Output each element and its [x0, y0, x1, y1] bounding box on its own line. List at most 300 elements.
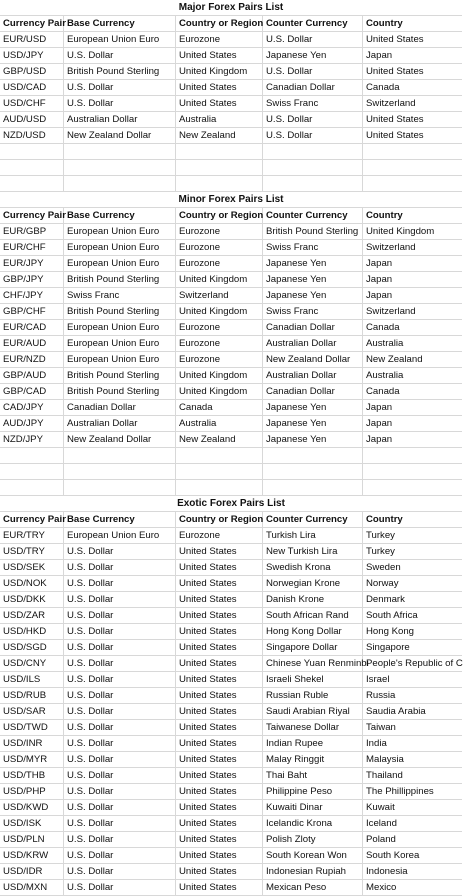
- header-base-currency[interactable]: Base Currency: [64, 512, 176, 527]
- cell-currency-pair[interactable]: USD/HKD: [0, 624, 64, 639]
- cell-country-or-region[interactable]: Eurozone: [176, 224, 263, 239]
- cell-currency-pair[interactable]: AUD/USD: [0, 112, 64, 127]
- cell-currency-pair[interactable]: GBP/CHF: [0, 304, 64, 319]
- cell-base-currency[interactable]: British Pound Sterling: [64, 384, 176, 399]
- cell-country-or-region[interactable]: United States: [176, 96, 263, 111]
- table-row: [0, 544, 462, 560]
- cell-country[interactable]: Canada: [366, 82, 400, 93]
- cell-country[interactable]: Japan: [366, 290, 393, 301]
- section-title: Exotic Forex Pairs List: [0, 496, 462, 512]
- header-currency-pair[interactable]: Currency Pair: [0, 208, 64, 223]
- empty-cell[interactable]: [263, 448, 363, 463]
- table-row: [0, 672, 462, 688]
- cell-country[interactable]: Japan: [366, 418, 393, 429]
- cell-counter-currency[interactable]: Kuwaiti Dinar: [263, 800, 363, 815]
- cell-currency-pair[interactable]: EUR/AUD: [0, 336, 64, 351]
- header-base-currency[interactable]: Base Currency: [64, 208, 176, 223]
- header-country[interactable]: Country: [366, 514, 403, 525]
- header-country-or-region[interactable]: Country or Region: [176, 512, 263, 527]
- cell-counter-currency[interactable]: Japanese Yen: [263, 288, 363, 303]
- cell-counter-currency[interactable]: Chinese Yuan Renminbi: [263, 656, 363, 671]
- table-row: [0, 752, 462, 768]
- cell-base-currency[interactable]: European Union Euro: [64, 240, 176, 255]
- cell-base-currency[interactable]: British Pound Sterling: [64, 368, 176, 383]
- cell-country-or-region[interactable]: United States: [176, 832, 263, 847]
- header-base-currency[interactable]: Base Currency: [64, 16, 176, 31]
- cell-counter-currency[interactable]: U.S. Dollar: [263, 128, 363, 143]
- cell-country-or-region[interactable]: Australia: [176, 112, 263, 127]
- cell-currency-pair[interactable]: EUR/GBP: [0, 224, 64, 239]
- table-row: [0, 32, 462, 48]
- cell-country-or-region[interactable]: Australia: [176, 416, 263, 431]
- table-row: [0, 368, 462, 384]
- cell-currency-pair[interactable]: EUR/TRY: [0, 528, 64, 543]
- cell-currency-pair[interactable]: USD/TRY: [0, 544, 64, 559]
- cell-country[interactable]: United Kingdom: [366, 226, 435, 237]
- cell-currency-pair[interactable]: USD/CAD: [0, 80, 64, 95]
- cell-base-currency[interactable]: U.S. Dollar: [64, 848, 176, 863]
- cell-currency-pair[interactable]: USD/SAR: [0, 704, 64, 719]
- cell-base-currency[interactable]: U.S. Dollar: [64, 720, 176, 735]
- empty-cell[interactable]: [0, 464, 64, 479]
- cell-counter-currency[interactable]: Australian Dollar: [263, 336, 363, 351]
- cell-counter-currency[interactable]: Japanese Yen: [263, 416, 363, 431]
- cell-counter-currency[interactable]: South Korean Won: [263, 848, 363, 863]
- cell-country-or-region[interactable]: United States: [176, 736, 263, 751]
- cell-country[interactable]: United States: [366, 34, 424, 45]
- cell-country[interactable]: Russia: [366, 690, 396, 701]
- cell-currency-pair[interactable]: GBP/USD: [0, 64, 64, 79]
- cell-base-currency[interactable]: U.S. Dollar: [64, 544, 176, 559]
- cell-currency-pair[interactable]: EUR/USD: [0, 32, 64, 47]
- empty-cell[interactable]: [0, 176, 64, 191]
- cell-country[interactable]: Thailand: [366, 770, 403, 781]
- cell-country[interactable]: Switzerland: [366, 98, 416, 109]
- cell-country-or-region[interactable]: Eurozone: [176, 320, 263, 335]
- empty-cell[interactable]: [363, 160, 462, 175]
- table-row: [0, 96, 462, 112]
- cell-counter-currency[interactable]: Swiss Franc: [263, 96, 363, 111]
- cell-country[interactable]: Norway: [366, 578, 399, 589]
- cell-country-or-region[interactable]: United States: [176, 592, 263, 607]
- cell-base-currency[interactable]: Canadian Dollar: [64, 400, 176, 415]
- cell-currency-pair[interactable]: GBP/AUD: [0, 368, 64, 383]
- cell-base-currency[interactable]: Australian Dollar: [64, 112, 176, 127]
- cell-currency-pair[interactable]: USD/ILS: [0, 672, 64, 687]
- cell-counter-currency[interactable]: Danish Krone: [263, 592, 363, 607]
- cell-country[interactable]: Canada: [366, 386, 400, 397]
- cell-counter-currency[interactable]: Japanese Yen: [263, 272, 363, 287]
- cell-country[interactable]: Iceland: [366, 818, 397, 829]
- cell-counter-currency[interactable]: Swiss Franc: [263, 304, 363, 319]
- table-row: [0, 304, 462, 320]
- cell-country-or-region[interactable]: United States: [176, 768, 263, 783]
- cell-country[interactable]: Mexico: [366, 882, 397, 893]
- cell-country-or-region[interactable]: Eurozone: [176, 256, 263, 271]
- cell-base-currency[interactable]: U.S. Dollar: [64, 864, 176, 879]
- section-title: Minor Forex Pairs List: [0, 192, 462, 208]
- table-row: [0, 800, 462, 816]
- cell-counter-currency[interactable]: Japanese Yen: [263, 256, 363, 271]
- cell-country-or-region[interactable]: United States: [176, 672, 263, 687]
- cell-counter-currency[interactable]: Hong Kong Dollar: [263, 624, 363, 639]
- empty-cell[interactable]: [263, 160, 363, 175]
- empty-cell[interactable]: [363, 448, 462, 463]
- cell-country[interactable]: South Africa: [366, 610, 418, 621]
- cell-country[interactable]: Japan: [366, 274, 393, 285]
- cell-counter-currency[interactable]: British Pound Sterling: [263, 224, 363, 239]
- table-header-row: [0, 512, 462, 528]
- cell-country-or-region[interactable]: United States: [176, 816, 263, 831]
- cell-country[interactable]: United States: [366, 130, 424, 141]
- table-row: [0, 256, 462, 272]
- cell-counter-currency[interactable]: U.S. Dollar: [263, 112, 363, 127]
- empty-cell[interactable]: [263, 144, 363, 159]
- cell-counter-currency[interactable]: Canadian Dollar: [263, 320, 363, 335]
- cell-currency-pair[interactable]: USD/INR: [0, 736, 64, 751]
- table-row: [0, 736, 462, 752]
- empty-cell[interactable]: [64, 448, 176, 463]
- empty-cell[interactable]: [64, 176, 176, 191]
- cell-country-or-region[interactable]: United States: [176, 704, 263, 719]
- blank-row: [0, 448, 462, 464]
- cell-country[interactable]: Denmark: [366, 594, 405, 605]
- cell-country-or-region[interactable]: United States: [176, 640, 263, 655]
- cell-counter-currency[interactable]: Australian Dollar: [263, 368, 363, 383]
- table-row: [0, 288, 462, 304]
- cell-country-or-region[interactable]: New Zealand: [176, 128, 263, 143]
- cell-country-or-region[interactable]: United Kingdom: [176, 64, 263, 79]
- cell-base-currency[interactable]: British Pound Sterling: [64, 272, 176, 287]
- cell-country-or-region[interactable]: Eurozone: [176, 336, 263, 351]
- cell-base-currency[interactable]: U.S. Dollar: [64, 704, 176, 719]
- cell-counter-currency[interactable]: Philippine Peso: [263, 784, 363, 799]
- cell-counter-currency[interactable]: Taiwanese Dollar: [263, 720, 363, 735]
- cell-country[interactable]: Saudia Arabia: [366, 706, 426, 717]
- cell-base-currency[interactable]: U.S. Dollar: [64, 816, 176, 831]
- empty-cell[interactable]: [176, 144, 263, 159]
- cell-base-currency[interactable]: British Pound Sterling: [64, 304, 176, 319]
- cell-counter-currency[interactable]: Japanese Yen: [263, 432, 363, 447]
- cell-currency-pair[interactable]: USD/MXN: [0, 880, 64, 895]
- table-row: [0, 768, 462, 784]
- cell-country-or-region[interactable]: United States: [176, 752, 263, 767]
- cell-country-or-region[interactable]: United States: [176, 784, 263, 799]
- cell-currency-pair[interactable]: CAD/JPY: [0, 400, 64, 415]
- cell-base-currency[interactable]: European Union Euro: [64, 336, 176, 351]
- header-counter-currency[interactable]: Counter Currency: [263, 208, 363, 223]
- cell-country-or-region[interactable]: Canada: [176, 400, 263, 415]
- table-row: [0, 704, 462, 720]
- cell-base-currency[interactable]: New Zealand Dollar: [64, 128, 176, 143]
- blank-row: [0, 176, 462, 192]
- cell-country[interactable]: Malaysia: [366, 754, 404, 765]
- cell-country-or-region[interactable]: United States: [176, 688, 263, 703]
- table-header-row: [0, 16, 462, 32]
- cell-currency-pair[interactable]: NZD/JPY: [0, 432, 64, 447]
- cell-country[interactable]: Australia: [366, 370, 404, 381]
- cell-country-or-region[interactable]: United States: [176, 848, 263, 863]
- cell-base-currency[interactable]: U.S. Dollar: [64, 768, 176, 783]
- table-row: [0, 848, 462, 864]
- cell-country-or-region[interactable]: United States: [176, 48, 263, 63]
- cell-country[interactable]: Australia: [366, 338, 404, 349]
- cell-base-currency[interactable]: U.S. Dollar: [64, 576, 176, 591]
- cell-currency-pair[interactable]: EUR/CAD: [0, 320, 64, 335]
- cell-country[interactable]: The Phillippines: [366, 786, 434, 797]
- cell-currency-pair[interactable]: GBP/CAD: [0, 384, 64, 399]
- cell-base-currency[interactable]: U.S. Dollar: [64, 624, 176, 639]
- table-row: [0, 240, 462, 256]
- cell-base-currency[interactable]: U.S. Dollar: [64, 752, 176, 767]
- empty-cell[interactable]: [0, 448, 64, 463]
- cell-counter-currency[interactable]: Norwegian Krone: [263, 576, 363, 591]
- cell-currency-pair[interactable]: USD/JPY: [0, 48, 64, 63]
- cell-country-or-region[interactable]: Eurozone: [176, 240, 263, 255]
- cell-base-currency[interactable]: U.S. Dollar: [64, 96, 176, 111]
- table-row: [0, 128, 462, 144]
- cell-counter-currency[interactable]: Polish Zloty: [263, 832, 363, 847]
- cell-counter-currency[interactable]: Israeli Shekel: [263, 672, 363, 687]
- table-row: [0, 592, 462, 608]
- header-currency-pair[interactable]: Currency Pair: [0, 16, 64, 31]
- cell-counter-currency[interactable]: Thai Baht: [263, 768, 363, 783]
- cell-country[interactable]: Switzerland: [366, 306, 416, 317]
- cell-country[interactable]: Japan: [366, 402, 393, 413]
- cell-country-or-region[interactable]: United Kingdom: [176, 384, 263, 399]
- cell-country[interactable]: Poland: [366, 834, 396, 845]
- cell-counter-currency[interactable]: Malay Ringgit: [263, 752, 363, 767]
- cell-base-currency[interactable]: U.S. Dollar: [64, 592, 176, 607]
- empty-cell[interactable]: [176, 464, 263, 479]
- cell-currency-pair[interactable]: GBP/JPY: [0, 272, 64, 287]
- cell-currency-pair[interactable]: USD/SGD: [0, 640, 64, 655]
- blank-row: [0, 464, 462, 480]
- cell-country-or-region[interactable]: New Zealand: [176, 432, 263, 447]
- cell-country-or-region[interactable]: United States: [176, 800, 263, 815]
- cell-currency-pair[interactable]: USD/DKK: [0, 592, 64, 607]
- cell-counter-currency[interactable]: New Turkish Lira: [263, 544, 363, 559]
- table-row: [0, 336, 462, 352]
- cell-currency-pair[interactable]: USD/PLN: [0, 832, 64, 847]
- table-row: [0, 816, 462, 832]
- cell-base-currency[interactable]: U.S. Dollar: [64, 80, 176, 95]
- cell-base-currency[interactable]: European Union Euro: [64, 320, 176, 335]
- cell-country[interactable]: South Korea: [366, 850, 420, 861]
- empty-cell[interactable]: [0, 480, 64, 495]
- cell-country[interactable]: New Zealand: [366, 354, 423, 365]
- cell-counter-currency[interactable]: U.S. Dollar: [263, 32, 363, 47]
- cell-country[interactable]: Switzerland: [366, 242, 416, 253]
- cell-currency-pair[interactable]: USD/TWD: [0, 720, 64, 735]
- cell-country-or-region[interactable]: United States: [176, 624, 263, 639]
- cell-country[interactable]: Indonesia: [366, 866, 408, 877]
- cell-base-currency[interactable]: U.S. Dollar: [64, 688, 176, 703]
- header-country-or-region[interactable]: Country or Region: [176, 208, 263, 223]
- cell-currency-pair[interactable]: USD/CHF: [0, 96, 64, 111]
- empty-cell[interactable]: [363, 144, 462, 159]
- cell-country[interactable]: Turkey: [366, 530, 395, 541]
- cell-country-or-region[interactable]: United States: [176, 880, 263, 895]
- cell-country-or-region[interactable]: United States: [176, 560, 263, 575]
- cell-counter-currency[interactable]: Swedish Krona: [263, 560, 363, 575]
- header-country[interactable]: Country: [366, 210, 403, 221]
- cell-base-currency[interactable]: European Union Euro: [64, 528, 176, 543]
- cell-country-or-region[interactable]: Eurozone: [176, 32, 263, 47]
- cell-base-currency[interactable]: European Union Euro: [64, 32, 176, 47]
- cell-counter-currency[interactable]: Canadian Dollar: [263, 384, 363, 399]
- cell-country[interactable]: People's Republic of C: [366, 658, 463, 669]
- cell-currency-pair[interactable]: NZD/USD: [0, 128, 64, 143]
- empty-cell[interactable]: [64, 160, 176, 175]
- cell-base-currency[interactable]: U.S. Dollar: [64, 800, 176, 815]
- cell-counter-currency[interactable]: Singapore Dollar: [263, 640, 363, 655]
- cell-counter-currency[interactable]: Indian Rupee: [263, 736, 363, 751]
- table-row: [0, 864, 462, 880]
- table-row: [0, 64, 462, 80]
- cell-counter-currency[interactable]: Mexican Peso: [263, 880, 363, 895]
- cell-base-currency[interactable]: U.S. Dollar: [64, 880, 176, 895]
- cell-country[interactable]: Israel: [366, 674, 390, 685]
- cell-country[interactable]: Taiwan: [366, 722, 396, 733]
- cell-base-currency[interactable]: British Pound Sterling: [64, 64, 176, 79]
- cell-base-currency[interactable]: U.S. Dollar: [64, 48, 176, 63]
- cell-country-or-region[interactable]: United Kingdom: [176, 304, 263, 319]
- cell-country[interactable]: Singapore: [366, 642, 410, 653]
- cell-base-currency[interactable]: U.S. Dollar: [64, 608, 176, 623]
- cell-country[interactable]: Sweden: [366, 562, 401, 573]
- cell-base-currency[interactable]: U.S. Dollar: [64, 560, 176, 575]
- empty-cell[interactable]: [263, 480, 363, 495]
- cell-currency-pair[interactable]: USD/THB: [0, 768, 64, 783]
- empty-cell[interactable]: [176, 448, 263, 463]
- cell-country-or-region[interactable]: United States: [176, 864, 263, 879]
- cell-country-or-region[interactable]: United Kingdom: [176, 272, 263, 287]
- empty-cell[interactable]: [176, 160, 263, 175]
- cell-country[interactable]: Turkey: [366, 546, 395, 557]
- empty-cell[interactable]: [0, 160, 64, 175]
- empty-cell[interactable]: [0, 144, 64, 159]
- empty-cell[interactable]: [263, 464, 363, 479]
- cell-country-or-region[interactable]: United States: [176, 656, 263, 671]
- cell-counter-currency[interactable]: Canadian Dollar: [263, 80, 363, 95]
- cell-counter-currency[interactable]: U.S. Dollar: [263, 64, 363, 79]
- cell-country-or-region[interactable]: United States: [176, 544, 263, 559]
- cell-currency-pair[interactable]: USD/CNY: [0, 656, 64, 671]
- cell-country[interactable]: Canada: [366, 322, 400, 333]
- cell-country[interactable]: United States: [366, 66, 424, 77]
- cell-currency-pair[interactable]: USD/ISK: [0, 816, 64, 831]
- cell-base-currency[interactable]: New Zealand Dollar: [64, 432, 176, 447]
- cell-country-or-region[interactable]: United States: [176, 80, 263, 95]
- cell-counter-currency[interactable]: Japanese Yen: [263, 48, 363, 63]
- table-row: [0, 48, 462, 64]
- empty-cell[interactable]: [176, 176, 263, 191]
- empty-cell[interactable]: [363, 464, 462, 479]
- cell-currency-pair[interactable]: USD/RUB: [0, 688, 64, 703]
- cell-currency-pair[interactable]: USD/ZAR: [0, 608, 64, 623]
- cell-currency-pair[interactable]: USD/IDR: [0, 864, 64, 879]
- cell-currency-pair[interactable]: USD/KWD: [0, 800, 64, 815]
- header-currency-pair[interactable]: Currency Pair: [0, 512, 64, 527]
- table-row: [0, 832, 462, 848]
- cell-counter-currency[interactable]: New Zealand Dollar: [263, 352, 363, 367]
- table-row: [0, 656, 462, 672]
- table-row: [0, 400, 462, 416]
- cell-currency-pair[interactable]: AUD/JPY: [0, 416, 64, 431]
- cell-country-or-region[interactable]: United States: [176, 576, 263, 591]
- cell-currency-pair[interactable]: CHF/JPY: [0, 288, 64, 303]
- cell-country-or-region[interactable]: United States: [176, 720, 263, 735]
- header-country-or-region[interactable]: Country or Region: [176, 16, 263, 31]
- cell-counter-currency[interactable]: Saudi Arabian Riyal: [263, 704, 363, 719]
- cell-base-currency[interactable]: U.S. Dollar: [64, 672, 176, 687]
- header-country[interactable]: Country: [366, 18, 403, 29]
- cell-currency-pair[interactable]: USD/KRW: [0, 848, 64, 863]
- cell-currency-pair[interactable]: USD/MYR: [0, 752, 64, 767]
- empty-cell[interactable]: [363, 176, 462, 191]
- cell-counter-currency[interactable]: Japanese Yen: [263, 400, 363, 415]
- cell-country-or-region[interactable]: Eurozone: [176, 352, 263, 367]
- cell-counter-currency[interactable]: Russian Ruble: [263, 688, 363, 703]
- table-header-row: [0, 208, 462, 224]
- cell-base-currency[interactable]: Swiss Franc: [64, 288, 176, 303]
- cell-counter-currency[interactable]: Turkish Lira: [263, 528, 363, 543]
- cell-country[interactable]: Japan: [366, 50, 393, 61]
- cell-country-or-region[interactable]: United States: [176, 608, 263, 623]
- cell-currency-pair[interactable]: USD/NOK: [0, 576, 64, 591]
- cell-base-currency[interactable]: European Union Euro: [64, 352, 176, 367]
- cell-currency-pair[interactable]: EUR/NZD: [0, 352, 64, 367]
- empty-cell[interactable]: [64, 144, 176, 159]
- cell-country[interactable]: Japan: [366, 258, 393, 269]
- cell-currency-pair[interactable]: EUR/CHF: [0, 240, 64, 255]
- cell-country-or-region[interactable]: Eurozone: [176, 528, 263, 543]
- empty-cell[interactable]: [64, 464, 176, 479]
- cell-base-currency[interactable]: U.S. Dollar: [64, 640, 176, 655]
- table-row: [0, 608, 462, 624]
- cell-currency-pair[interactable]: USD/SEK: [0, 560, 64, 575]
- cell-country[interactable]: Japan: [366, 434, 393, 445]
- header-counter-currency[interactable]: Counter Currency: [263, 512, 363, 527]
- empty-cell[interactable]: [176, 480, 263, 495]
- empty-cell[interactable]: [64, 480, 176, 495]
- cell-counter-currency[interactable]: South African Rand: [263, 608, 363, 623]
- cell-country[interactable]: India: [366, 738, 387, 749]
- empty-cell[interactable]: [363, 480, 462, 495]
- cell-base-currency[interactable]: U.S. Dollar: [64, 832, 176, 847]
- cell-country[interactable]: United States: [366, 114, 424, 125]
- cell-currency-pair[interactable]: EUR/JPY: [0, 256, 64, 271]
- cell-base-currency[interactable]: European Union Euro: [64, 224, 176, 239]
- empty-cell[interactable]: [263, 176, 363, 191]
- cell-currency-pair[interactable]: USD/PHP: [0, 784, 64, 799]
- cell-base-currency[interactable]: Australian Dollar: [64, 416, 176, 431]
- cell-counter-currency[interactable]: Swiss Franc: [263, 240, 363, 255]
- cell-counter-currency[interactable]: Icelandic Krona: [263, 816, 363, 831]
- cell-base-currency[interactable]: U.S. Dollar: [64, 784, 176, 799]
- cell-counter-currency[interactable]: Indonesian Rupiah: [263, 864, 363, 879]
- cell-country-or-region[interactable]: Switzerland: [176, 288, 263, 303]
- cell-country[interactable]: Kuwait: [366, 802, 395, 813]
- cell-country-or-region[interactable]: United Kingdom: [176, 368, 263, 383]
- cell-country[interactable]: Hong Kong: [366, 626, 415, 637]
- cell-base-currency[interactable]: U.S. Dollar: [64, 736, 176, 751]
- cell-base-currency[interactable]: European Union Euro: [64, 256, 176, 271]
- cell-base-currency[interactable]: U.S. Dollar: [64, 656, 176, 671]
- header-counter-currency[interactable]: Counter Currency: [263, 16, 363, 31]
- table-row: [0, 880, 462, 896]
